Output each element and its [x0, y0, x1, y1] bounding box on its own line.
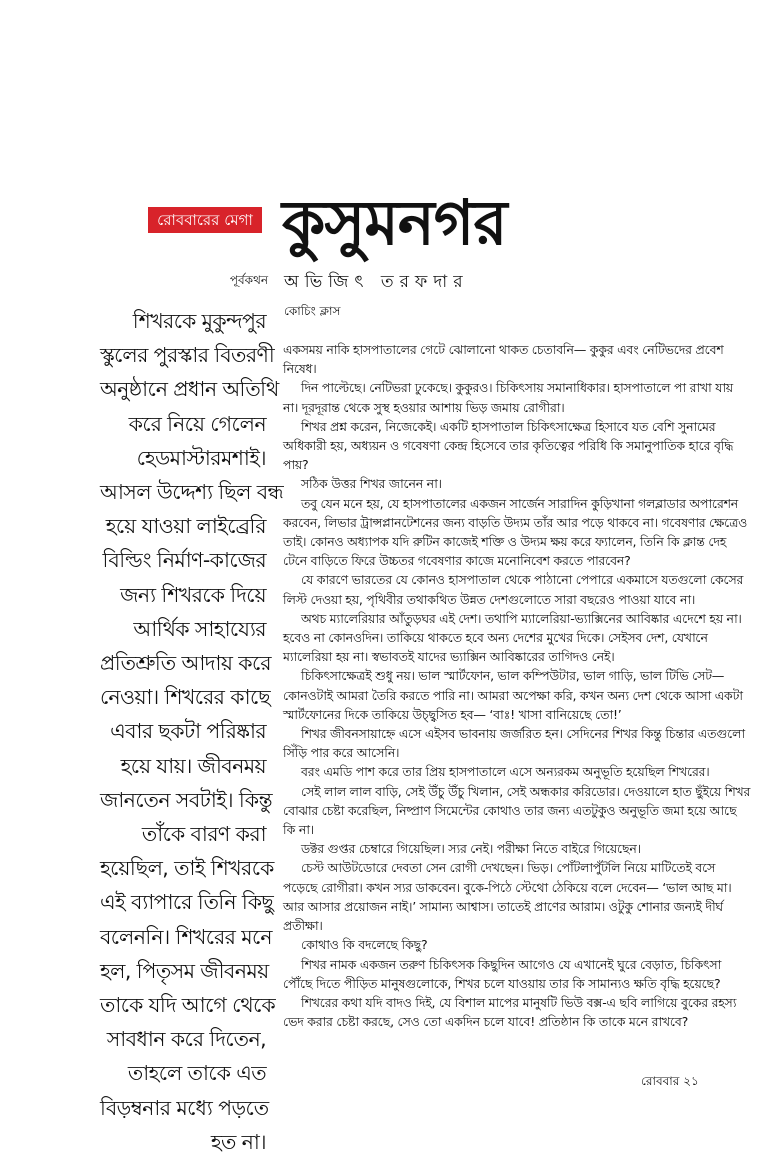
summary-line: নেওয়া। শিখরের কাছে: [100, 685, 271, 710]
summary-line: আর্থিক সাহায্যের: [133, 616, 266, 641]
summary-line: হল, পিতৃসম জীবনময়: [100, 958, 269, 983]
summary-line: তাঁকে বারণ করা: [141, 822, 266, 847]
paragraph: যে কারণে ভারতের যে কোনও হাসপাতাল থেকে পাঠানো পেপারে একমাসে যতগুলো কেসের লিস্ট দেওয়া হয়, পৃথিবীর তথাকথিত উন্নত দেশগুলোতে সারা বছরেও পাওয়া যাবে না।: [283, 572, 744, 607]
summary-line: করে নিয়ে গেলেন: [128, 411, 266, 436]
series-label: রোববারের মেগা: [148, 207, 262, 233]
summary-line: হত না।: [210, 1129, 266, 1154]
paragraph: শিখর জীবনসায়াহ্নে এসে এইসব ভাবনায় জর্জরিত হন। সেদিনের শিখর কিন্তু চিন্তার এতগুলো সিঁড়ি পার করে আসেনি।: [283, 726, 745, 761]
paragraph: দিন পাল্টেছে। নেটিভরা ঢুকেছে। কুকুরও। চিকিৎসায় সমানাধিকার। হাসপাতালে পা রাখা যায় না। দূরদূরান্ত থেকে সুস্থ হওয়ার আশায় ভিড় জমায় রোগীরা।: [283, 380, 733, 415]
paragraph: শিখরের কথা যদি বাদও দিই, যে বিশাল মাপের মানুষটি ভিউ বক্স-এ ছবি লাগিয়ে বুকের রহস্য ভেদ করার চেষ্টা করছে, সেও তো একদিন চলে যাবে! প্রতিষ্ঠান কি তাকে মনে রাখবে?: [283, 994, 737, 1030]
summary-line: হেডমাস্টারমশাই।: [136, 445, 266, 470]
summary-line: আসল উদ্দেশ্য ছিল বন্ধ: [100, 480, 284, 505]
summary-line: এই ব্যাপারে তিনি কিছু: [100, 890, 274, 915]
paragraph: সেই লাল লাল বাড়ি, সেই উঁচু উঁচু খিলান, সেই অন্ধকার করিডোর। দেওয়ালে হাত ছুঁইয়ে শিখর বোঝার চেষ্টা করেছিল, নিষ্প্রাণ সিমেন্টের কোথাও তার জন্য এতটুকুও অনুভূতি জমা হয়ে আছে কি না।: [283, 783, 751, 838]
paragraph: চিকিৎসাক্ষেত্রই শুধু নয়। ভাল স্মার্টফোন, ভাল কম্পিউটার, ভাল গাড়ি, ভাল টিভি সেট— কোনওটাই আমরা তৈরি করতে পারি না। আমরা অপেক্ষা করি, কখন অন্য দেশ থেকে আসা একটা স্মার্টফোনের দিকে তাকিয়ে উচ্ছ্বসিত হব— ‘বাঃ! খাসা বানিয়েছে তো!’: [283, 668, 743, 722]
summary-line: জন্য শিখরকে দিয়ে: [120, 582, 266, 607]
summary-line: জানতেন সবটাই। কিন্তু: [100, 787, 273, 812]
paragraph: অথচ ম্যালেরিয়ার আঁতুড়ঘর এই দেশ। তথাপি ম্যালেরিয়া-ভ্যাক্সিনের আবিষ্কার এদেশে হয় না। হবেও না কোনওদিন। তাকিয়ে থাকতে হবে অন্য দেশের মুখের দিকে। সেইসব দেশ, যেখানে ম্যালেরিয়া হয় না। স্বভাবতই যাদের ভ্যাক্সিন আবিষ্কারের তাগিদও নেই।: [283, 610, 742, 665]
summary-line: শিখরকে মুকুন্দপুর: [132, 309, 266, 333]
paragraph: চেস্ট আউটডোরে দেবতা সেন রোগী দেখছেন। ভিড়। পোঁটলাপুঁটলি নিয়ে মাটিতেই বসে পড়েছে রোগীরা। কখন স্যর ডাকবেন। বুকে-পিঠে স্টেথো ঠেকিয়ে বলে দেবেন— ‘ভাল আছ মা। আর আসার প্রয়োজন নাই।’ সামান্য আশ্বাস। তাতেই প্রাণের আরাম। ওটুকু শোনার জন্যই দীর্ঘ প্রতীক্ষা।: [283, 860, 732, 934]
article-body: [283, 340, 751, 1031]
page-folio: রোববার ২১: [641, 1074, 699, 1088]
summary-line: হয়ে যাওয়া লাইব্রেরি: [105, 514, 266, 539]
paragraph: বরং এমডি পাশ করে তার প্রিয় হাসপাতালে এসে অন্যরকম অনুভূতি হয়েছিল শিখরের।: [301, 764, 710, 780]
summary-line: বিল্ডিং নির্মাণ-কাজের: [102, 548, 266, 573]
summary-line: বিড়ম্বনার মধ্যে পড়তে: [100, 1095, 269, 1120]
summary-line: হয়ে যায়। জীবনময়: [120, 753, 266, 778]
summary-line: হয়েছিল, তাই শিখরকে: [100, 856, 274, 881]
summary-line: বলেননি। শিখরের মনে: [100, 924, 272, 949]
summary-line: তাহলে তাকে এত: [127, 1061, 266, 1086]
summary-line: স্কুলের পুরস্কার বিতরণী: [100, 343, 275, 368]
summary-line: এবার ছকটা পরিষ্কার: [110, 719, 266, 744]
paragraph: ডক্টর গুপ্তর চেম্বারে গিয়েছিল। স্যর নেই। পরীক্ষা নিতে বাইরে গিয়েছেন।: [301, 841, 641, 857]
summary-line: অনুষ্ঠানে প্রধান অতিথি: [100, 377, 279, 402]
summary-line: তাকে যদি আগে থেকে: [100, 993, 276, 1018]
summary-line: সাবধান করে দিতেন,: [106, 1027, 266, 1052]
paragraph: সঠিক উত্তর শিখর জানেন না।: [301, 476, 442, 492]
section-title: কোচিং ক্লাস: [284, 304, 341, 318]
paragraph: কোথাও কি বদলেছে কিছু?: [301, 937, 428, 953]
previously-summary: [100, 304, 284, 1159]
summary-line: প্রতিশ্রুতি আদায় করে: [100, 651, 271, 676]
paragraph: তবু যেন মনে হয়, যে হাসপাতালের একজন সার্জেন সারাদিন কুড়িখানা গলব্লাডার অপারেশন করবেন, লিভার ট্রান্সপ্লানটেশনের জন্য বাড়তি উদ্যম তাঁর আর পড়ে থাকবে না। গবেষণার ক্ষেত্রেও তাই। কোনও অধ্যাপক যদি রুটিন কাজেই শক্তি ও উদ্যম ক্ষয় করে ফ্যালেন, তিনি কি ক্লান্ত দেহ টেনে বাড়িতে ফিরে উচ্চতর গবেষণার কাজে মনোনিবেশ করতে পারবেন?: [283, 495, 748, 569]
previously-label: পূর্বকথন: [229, 273, 268, 287]
paragraph: শিখর প্রশ্ন করেন, নিজেকেই। একটি হাসপাতাল চিকিৎসাক্ষেত্র হিসাবে যত বেশি সুনামের অধিকারী হয়, অধ্যয়ন ও গবেষণা কেন্দ্র হিসেবে তার কৃতিত্বের পরিধি কি সমানুপাতিক হারে বৃদ্ধি পায়?: [283, 418, 734, 473]
author-name: অভিজিৎ তরফদার: [284, 272, 469, 292]
paragraph: একসময় নাকি হাসপাতালের গেটে ঝোলানো থাকত চেতাবনি— কুকুর এবং নেটিভদের প্রবেশ নিষেধ।: [283, 342, 724, 377]
story-title: কুসুমনগর: [282, 186, 507, 259]
paragraph: শিখর নামক একজন তরুণ চিকিৎসক কিছুদিন আগেও যে এখানেই ঘুরে বেড়াত, চিকিৎসা পৌঁছে দিতে পীড়িত মানুষগুলোকে, শিখর চলে যাওয়ায় তার কি সামান্যও ক্ষতি বৃদ্ধি হয়েছে?: [283, 956, 722, 991]
